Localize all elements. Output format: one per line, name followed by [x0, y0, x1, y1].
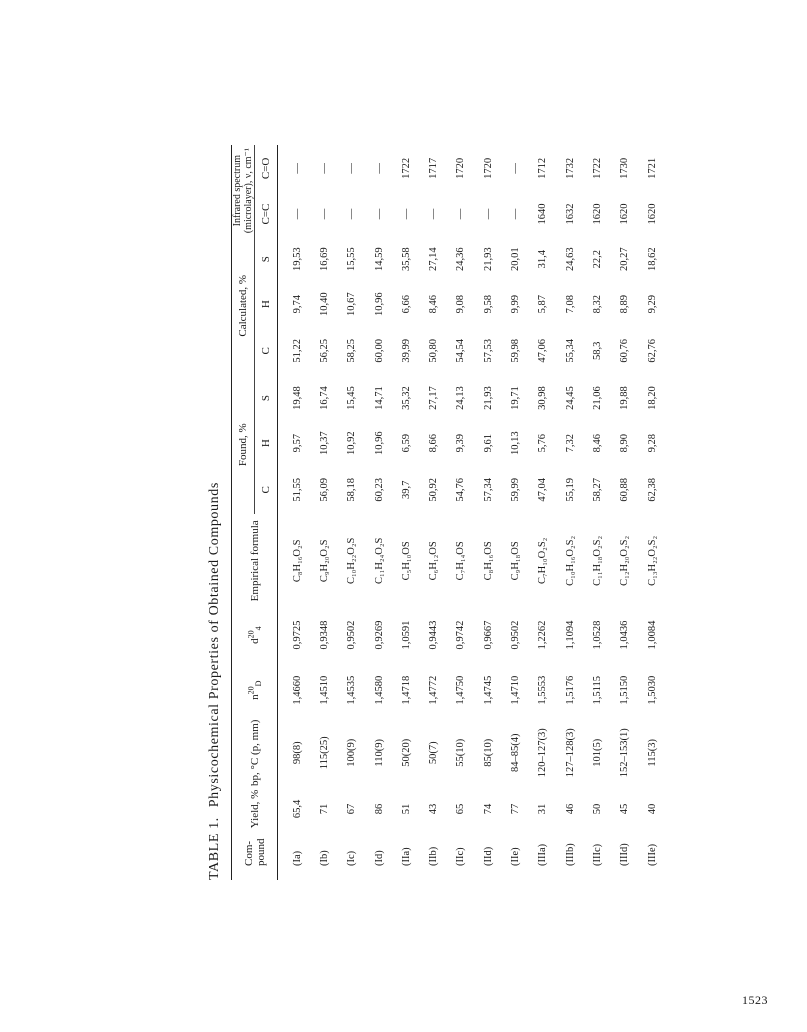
table-row	[612, 145, 639, 880]
cell-found-c: 62,38	[646, 477, 658, 502]
cell-calc-c: 60,76	[619, 339, 631, 363]
cell-calc-h: 6,66	[400, 295, 412, 314]
cell-found-h: 10,92	[346, 431, 358, 455]
cell-calc-s: 24,63	[564, 247, 576, 271]
cell-calc-s: 14,59	[373, 247, 385, 271]
table-row	[393, 145, 420, 880]
cell-found-h: 5,76	[537, 433, 549, 453]
cell-found-c: 47,04	[537, 477, 549, 502]
header-nd-line: D	[253, 680, 263, 687]
cell-ir-cc: 1640	[537, 203, 549, 225]
cell-bp: 115(3)	[646, 738, 658, 767]
cell-ir-cc: —	[373, 208, 385, 220]
cell-found-h: 9,57	[291, 433, 303, 453]
cell-calc-h: 7,08	[564, 295, 576, 314]
cell-ir-cc: —	[510, 208, 522, 220]
cell-bp: 115(25)	[318, 736, 330, 770]
cell-found-h: 6,59	[400, 433, 412, 453]
cell-formula: C₁₁H₁₈O₂S₂	[591, 535, 603, 586]
cell-bp: 84–85(4)	[510, 733, 522, 773]
cell-found-h: 8,66	[428, 433, 440, 453]
cell-calc-h: 9,99	[510, 295, 522, 314]
cell-density: 0,9667	[482, 620, 494, 650]
cell-compound: (IIIb)	[564, 843, 576, 866]
cell-calc-c: 56,25	[318, 339, 330, 363]
cell-compound: (IIa)	[400, 847, 412, 866]
cell-refractive-index: 1,4772	[428, 675, 440, 705]
cell-formula: C₁₃H₂₂O₂S₂	[646, 535, 658, 586]
cell-found-c: 58,18	[346, 477, 358, 502]
cell-calc-s: 31,4	[537, 249, 549, 269]
cell-found-h: 8,90	[619, 433, 631, 453]
cell-formula: C₇H₁₀O₂S₂	[537, 537, 549, 584]
cell-yield: 67	[346, 803, 358, 815]
cell-formula: C₈H₁₆O₂S	[291, 539, 303, 583]
header-yield: Yield, %	[232, 788, 278, 830]
cell-found-h: 10,13	[510, 431, 522, 455]
cell-calc-c: 47,06	[537, 339, 549, 363]
cell-calc-s: 20,27	[619, 247, 631, 271]
cell-found-h: 9,61	[482, 433, 494, 453]
cell-yield: 43	[428, 803, 440, 815]
table-row	[420, 145, 447, 880]
cell-density: 0,9443	[428, 620, 440, 650]
cell-bp: 50(7)	[428, 741, 440, 765]
cell-ir-co: —	[318, 163, 330, 174]
cell-found-s: 19,88	[619, 386, 631, 410]
cell-bp: 127–128(3)	[564, 728, 576, 778]
cell-found-c: 60,88	[619, 477, 631, 502]
cell-formula: C₉H₂₀O₂S	[318, 539, 330, 583]
cell-bp: 120–127(3)	[537, 728, 549, 778]
cell-calc-h: 10,96	[373, 292, 385, 316]
cell-formula: C₁₀H₁₆O₂S₂	[564, 535, 576, 586]
cell-calc-h: 10,40	[318, 292, 330, 316]
cell-ir-cc: —	[318, 208, 330, 220]
header-nd-temperature: 20	[245, 686, 255, 695]
cell-found-c: 55,19	[564, 477, 576, 502]
cell-refractive-index: 1,5150	[619, 675, 631, 705]
cell-formula: C₅H₁₀OS	[400, 541, 412, 581]
cell-density: 0,9269	[373, 620, 385, 650]
cell-formula: C₁₂H₂₀O₂S₂	[619, 535, 631, 586]
header-nd: n	[248, 694, 261, 700]
cell-calc-c: 62,76	[646, 339, 658, 363]
cell-compound: (Ic)	[346, 850, 358, 866]
cell-calc-s: 15,55	[346, 247, 358, 271]
cell-found-s: 30,98	[537, 386, 549, 410]
cell-ir-co: 1730	[619, 157, 631, 179]
cell-calc-c: 58,3	[591, 341, 603, 361]
cell-found-c: 60,23	[373, 477, 385, 502]
cell-calc-c: 58,25	[346, 339, 358, 363]
table-row	[366, 145, 393, 880]
cell-refractive-index: 1,5030	[646, 675, 658, 705]
cell-calc-s: 24,36	[455, 247, 467, 271]
cell-calc-s: 16,69	[318, 247, 330, 271]
cell-calc-h: 9,58	[482, 295, 494, 314]
cell-found-h: 7,32	[564, 433, 576, 453]
cell-compound: (IId)	[482, 846, 494, 866]
table-label: TABLE 1.	[207, 817, 222, 880]
table-body	[278, 145, 667, 880]
cell-found-h: 9,39	[455, 433, 467, 453]
header-compound: Com- pound	[232, 830, 278, 880]
cell-bp: 98(8)	[291, 741, 303, 765]
cell-found-s: 24,45	[564, 386, 576, 410]
cell-calc-c: 60,00	[373, 339, 385, 363]
cell-found-s: 15,45	[346, 386, 358, 410]
cell-found-c: 39,7	[400, 480, 412, 499]
cell-found-s: 24,13	[455, 386, 467, 410]
cell-ir-co: 1721	[646, 157, 658, 179]
cell-refractive-index: 1,4535	[346, 675, 358, 705]
cell-ir-cc: —	[346, 208, 358, 220]
cell-calc-s: 19,53	[291, 247, 303, 271]
cell-bp: 55(10)	[455, 738, 467, 767]
cell-found-c: 51,55	[291, 477, 303, 502]
cell-yield: 71	[318, 803, 330, 815]
header-found-s: S	[255, 375, 278, 421]
cell-bp: 101(5)	[591, 738, 603, 767]
header-calc-c: C	[255, 326, 278, 375]
cell-density: 0,9502	[510, 620, 522, 650]
cell-ir-cc: 1632	[564, 203, 576, 225]
cell-density: 1,2262	[537, 620, 549, 650]
cell-found-h: 10,37	[318, 431, 330, 455]
cell-yield: 86	[373, 803, 385, 815]
table-title: Physicochemical Properties of Obtained Compounds	[207, 482, 222, 808]
cell-found-c: 50,92	[428, 477, 440, 502]
cell-found-c: 59,99	[510, 477, 522, 502]
cell-found-s: 19,48	[291, 386, 303, 410]
cell-found-s: 21,93	[482, 386, 494, 410]
cell-yield: 46	[564, 803, 576, 815]
cell-calc-c: 57,53	[482, 339, 494, 363]
cell-calc-s: 35,58	[400, 247, 412, 271]
table-row	[339, 145, 366, 880]
cell-compound: (IIe)	[510, 847, 522, 866]
cell-yield: 31	[537, 803, 549, 815]
properties-table	[231, 145, 666, 880]
cell-bp: 100(9)	[346, 738, 358, 767]
header-calculated: Calculated, %	[232, 236, 255, 375]
cell-compound: (Ia)	[291, 850, 303, 866]
cell-ir-co: —	[373, 163, 385, 174]
header-ir-spectrum: Infrared spectrum (microlayer), ν, cm⁻¹	[232, 145, 255, 236]
cell-bp: 110(9)	[373, 738, 385, 767]
cell-ir-co: —	[291, 163, 303, 174]
table-caption	[207, 482, 223, 880]
header-formula: Empirical formula	[232, 514, 278, 607]
cell-compound: (Id)	[373, 850, 385, 866]
cell-compound: (IIc)	[455, 847, 467, 866]
cell-refractive-index: 1,5176	[564, 675, 576, 705]
cell-found-c: 58,27	[591, 477, 603, 502]
cell-density: 1,1094	[564, 620, 576, 650]
cell-ir-co: 1717	[428, 157, 440, 179]
cell-bp: 152–153(1)	[619, 728, 631, 778]
cell-yield: 77	[510, 803, 522, 815]
cell-refractive-index: 1,4710	[510, 675, 522, 705]
cell-found-s: 27,17	[428, 386, 440, 410]
cell-formula: C₇H₁₄OS	[455, 541, 467, 581]
cell-ir-co: 1720	[482, 157, 494, 179]
table-row	[530, 145, 557, 880]
cell-calc-h: 9,08	[455, 295, 467, 314]
table-row	[584, 145, 611, 880]
cell-calc-c: 50,80	[428, 339, 440, 363]
cell-yield: 40	[646, 803, 658, 815]
header-bp: bp, °C (p, mm)	[232, 718, 278, 788]
cell-refractive-index: 1,4750	[455, 675, 467, 705]
header-density	[232, 607, 278, 662]
cell-calc-s: 22,2	[591, 249, 603, 269]
cell-ir-co: —	[346, 163, 358, 174]
cell-refractive-index: 1,4660	[291, 675, 303, 705]
cell-ir-cc: —	[428, 208, 440, 220]
cell-calc-h: 10,67	[346, 292, 358, 316]
cell-yield: 65	[455, 803, 467, 815]
cell-calc-h: 8,32	[591, 295, 603, 314]
cell-density: 1,0084	[646, 620, 658, 650]
cell-calc-s: 27,14	[428, 247, 440, 271]
cell-formula: C₁₁H₂₄O₂S	[373, 537, 385, 584]
cell-yield: 50	[591, 803, 603, 815]
cell-found-s: 21,06	[591, 386, 603, 410]
cell-ir-co: 1712	[537, 157, 549, 179]
cell-refractive-index: 1,5553	[537, 675, 549, 705]
cell-calc-c: 59,98	[510, 339, 522, 363]
cell-compound: (IIIa)	[537, 843, 549, 866]
cell-density: 0,9502	[346, 620, 358, 650]
cell-refractive-index: 1,4580	[373, 675, 385, 705]
table-row	[502, 145, 529, 880]
header-found-c: C	[255, 465, 278, 514]
cell-calc-c: 55,34	[564, 339, 576, 363]
header-calc-s: S	[255, 236, 278, 282]
cell-refractive-index: 1,4510	[318, 675, 330, 705]
cell-found-s: 35,32	[400, 386, 412, 410]
cell-found-h: 8,46	[591, 433, 603, 453]
cell-calc-h: 5,87	[537, 295, 549, 314]
cell-yield: 65,4	[291, 799, 303, 819]
cell-refractive-index: 1,4745	[482, 675, 494, 705]
cell-calc-c: 54,54	[455, 339, 467, 363]
cell-found-c: 54,76	[455, 477, 467, 502]
cell-calc-h: 9,29	[646, 295, 658, 314]
cell-yield: 45	[619, 803, 631, 815]
header-refractive-index	[232, 663, 278, 718]
cell-calc-c: 39,99	[400, 339, 412, 363]
cell-calc-s: 20,01	[510, 247, 522, 271]
cell-yield: 51	[400, 803, 412, 815]
cell-calc-s: 21,93	[482, 247, 494, 271]
cell-calc-h: 9,74	[291, 295, 303, 314]
cell-formula: C₉H₁₈OS	[510, 541, 522, 581]
rotated-table-block	[207, 120, 753, 880]
cell-yield: 74	[482, 803, 494, 815]
cell-ir-cc: —	[455, 208, 467, 220]
cell-ir-cc: 1620	[591, 203, 603, 225]
header-ir-co: C=O	[255, 145, 278, 192]
cell-ir-co: 1722	[400, 157, 412, 179]
cell-formula: C₆H₁₂OS	[428, 541, 440, 581]
header-d: d	[248, 638, 261, 644]
table-row	[557, 145, 584, 880]
cell-found-s: 16,74	[318, 386, 330, 410]
cell-compound: (IIb)	[428, 846, 440, 866]
cell-density: 0,9348	[318, 620, 330, 650]
cell-compound: (Ib)	[318, 850, 330, 866]
table-row	[639, 145, 666, 880]
cell-ir-co: 1732	[564, 157, 576, 179]
table-row	[311, 145, 338, 880]
cell-ir-cc: —	[482, 208, 494, 220]
cell-calc-c: 51,22	[291, 339, 303, 363]
cell-density: 1,0591	[400, 620, 412, 650]
cell-ir-co: —	[510, 163, 522, 174]
cell-found-h: 10,96	[373, 431, 385, 455]
cell-formula: C₁₀H₂₂O₂S	[346, 537, 358, 584]
cell-ir-cc: —	[291, 208, 303, 220]
cell-calc-h: 8,46	[428, 295, 440, 314]
cell-found-s: 19,71	[510, 386, 522, 410]
cell-ir-cc: 1620	[619, 203, 631, 225]
cell-ir-cc: 1620	[646, 203, 658, 225]
cell-found-h: 9,28	[646, 433, 658, 453]
cell-density: 0,9742	[455, 620, 467, 650]
cell-found-s: 14,71	[373, 386, 385, 410]
cell-bp: 50(20)	[400, 738, 412, 767]
table-row	[278, 145, 312, 880]
table-row	[475, 145, 502, 880]
header-found: Found, %	[232, 375, 255, 514]
header-calc-h: H	[255, 282, 278, 327]
cell-ir-cc: —	[400, 208, 412, 220]
cell-compound: (IIIe)	[646, 843, 658, 866]
cell-ir-co: 1722	[591, 157, 603, 179]
cell-density: 1,0436	[619, 620, 631, 650]
header-d-reference: 4	[253, 626, 263, 631]
cell-ir-co: 1720	[455, 157, 467, 179]
cell-calc-s: 18,62	[646, 247, 658, 271]
cell-refractive-index: 1,5115	[591, 675, 603, 705]
header-d-temperature: 20	[245, 630, 255, 639]
cell-compound: (IIIc)	[591, 843, 603, 866]
cell-found-c: 56,09	[318, 477, 330, 502]
table-row	[448, 145, 475, 880]
cell-compound: (IIId)	[619, 843, 631, 866]
cell-formula: C₈H₁₆OS	[482, 541, 494, 581]
header-found-h: H	[255, 421, 278, 466]
cell-density: 1,0528	[591, 620, 603, 650]
cell-calc-h: 8,89	[619, 295, 631, 314]
cell-bp: 85(10)	[482, 738, 494, 767]
page-number: 1523	[742, 993, 768, 1007]
cell-refractive-index: 1,4718	[400, 675, 412, 705]
cell-found-c: 57,34	[482, 477, 494, 502]
header-ir-cc: C=C	[255, 192, 278, 237]
cell-found-s: 18,20	[646, 386, 658, 410]
cell-density: 0,9725	[291, 620, 303, 650]
